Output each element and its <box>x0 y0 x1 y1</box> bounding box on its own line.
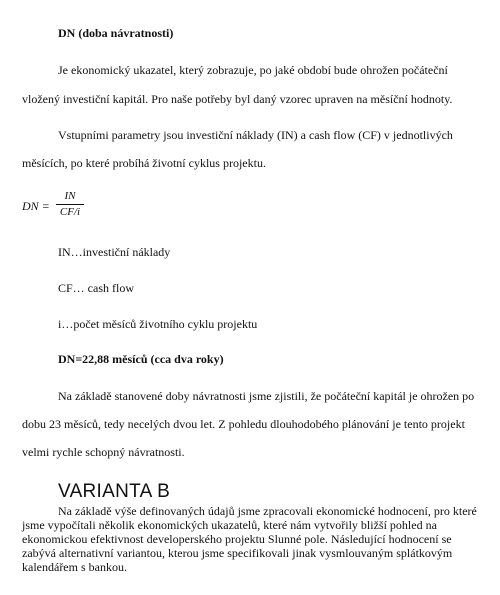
paragraph-1-line-2: vložený investiční kapitál. Pro naše potřeby byl daný vzorec upraven na měsíční hodnoty. <box>22 92 453 106</box>
formula-lhs: DN = <box>22 199 50 213</box>
formula-fraction <box>56 190 84 219</box>
result-line: DN=22,88 měsíců (cca dva roky) <box>58 352 224 366</box>
paragraph-3-line-2: dobu 23 měsíců, tedy necelých dvou let. Z pohledu dlouhodobého plánování je tento projekt <box>22 417 465 431</box>
paragraph-3-line-3: velmi rychle schopný návratnosti. <box>22 445 185 459</box>
paragraph-1-line-1: Je ekonomický ukazatel, který zobrazuje, po jaké období bude ohrožen počáteční <box>58 63 448 77</box>
fraction-bar <box>56 204 84 205</box>
paragraph-3-line-1: Na základě stanovené doby návratnosti jsme zjistili, že počáteční kapitál je ohrožen po <box>58 389 475 403</box>
definition-cf: CF… cash flow <box>58 281 134 295</box>
definition-i: i…počet měsíců životního cyklu projektu <box>58 317 258 331</box>
definition-in: IN…investiční náklady <box>58 245 171 259</box>
paragraph-2-line-2: měsících, po které probíhá životní cyklus projektu. <box>22 156 266 170</box>
variant-paragraph: Na základě výše definovaných údajů jsme zpracovali ekonomické hodnocení, pro které jsme vypočítali několik ekonomických ukazatelů, které nám vytvořily bližší pohled na ekonomickou efektivnost developerského projektu Slunné pole. Následující hodnocení se zabývá alternativní variantou, kterou jsme specifikovali jinak vysmlouvaným splátkovým kalendářem s bankou. <box>22 504 477 574</box>
formula-denominator: CF/i <box>59 206 81 218</box>
paragraph-2-line-1: Vstupními parametry jsou investiční náklady (IN) a cash flow (CF) v jednotlivých <box>58 128 453 142</box>
variant-heading: VARIANTA B <box>58 481 171 502</box>
formula-numerator: IN <box>64 190 76 202</box>
section-title: DN (doba návratnosti) <box>58 26 174 40</box>
